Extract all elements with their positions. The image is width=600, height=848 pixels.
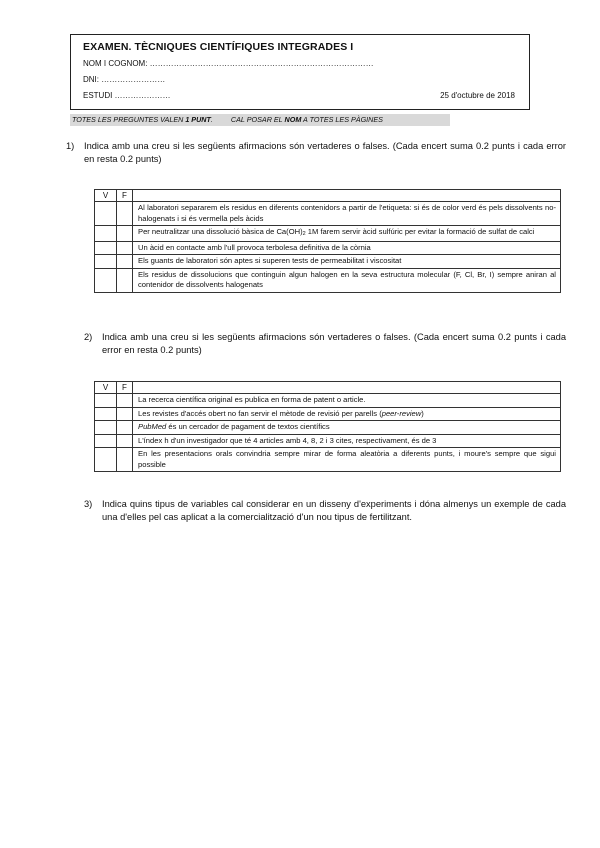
statement: En les presentacions orals convindria sempre mirar de forma aleatòria a diferents punts, i moure's sempre que sigui possible	[133, 448, 561, 472]
question-text: Indica amb una creu si les següents afirmacions són vertaderes o falses. (Cada encert suma 0.2 punts i cada error en resta 0.2 punts)	[102, 332, 566, 355]
statement	[133, 407, 561, 421]
question-number: 1)	[66, 141, 75, 151]
exam-date: 25 d'octubre de 2018	[440, 91, 515, 100]
table-row	[95, 434, 561, 448]
table-header-row	[95, 190, 561, 202]
true-checkbox[interactable]	[95, 255, 117, 269]
studies-field[interactable]: ESTUDI …………………	[83, 91, 171, 100]
notice-points: 1 PUNT	[185, 115, 211, 124]
notice-text: TOTES LES PREGUNTES VALEN	[72, 115, 186, 124]
statement: Els guants de laboratori són aptes si superen tests de permeabilitat i viscositat	[133, 255, 561, 269]
notice-text-3: A TOTES LES PÀGINES	[301, 115, 383, 124]
false-checkbox[interactable]	[117, 394, 133, 408]
false-checkbox[interactable]	[117, 202, 133, 226]
table-row	[95, 394, 561, 408]
table-row	[95, 255, 561, 269]
true-checkbox[interactable]	[95, 421, 117, 435]
true-checkbox[interactable]	[95, 448, 117, 472]
notice-text-2: CAL POSAR EL	[230, 115, 285, 124]
statement	[133, 226, 561, 242]
header-statement	[133, 190, 561, 202]
false-checkbox[interactable]	[117, 226, 133, 242]
question-3	[84, 498, 566, 524]
statement: Al laboratori separarem els residus en diferents contenidors a partir de l'etiqueta: si és de color verd és pels dissolvents no-halogenats i si és vermella pels àcids	[133, 202, 561, 226]
false-checkbox[interactable]	[117, 407, 133, 421]
statement: Els residus de dissolucions que continguin algun halogen en la seva estructura molecular (F, Cl, Br, I) sempre aniran al contenidor de dissolvents halogenats	[133, 268, 561, 292]
true-checkbox[interactable]	[95, 407, 117, 421]
question-1	[66, 140, 566, 166]
table-row	[95, 226, 561, 242]
notice-name: NOM	[284, 115, 302, 124]
true-checkbox[interactable]	[95, 268, 117, 292]
true-false-table-2	[94, 381, 561, 472]
subscript: 2	[302, 231, 306, 237]
header-statement	[133, 382, 561, 394]
question-text: Indica quins tipus de variables cal considerar en un disseny d'experiments i dóna almenys un exemple de cada una d'elles pel cas aplicat a la comercialització d'un nou tipus de fertilitzant.	[102, 499, 566, 522]
exam-title: EXAMEN. TÈCNIQUES CIENTÍFIQUES INTEGRADES I	[83, 41, 354, 53]
name-field[interactable]: NOM I COGNOM: …………………………………………………………………………	[83, 59, 374, 68]
false-checkbox[interactable]	[117, 255, 133, 269]
question-text: Indica amb una creu si les següents afirmacions són vertaderes o falses. (Cada encert suma 0.2 punts i cada error en resta 0.2 punts)	[84, 141, 566, 164]
statement-text: és un cercador de pagament de textos científics	[166, 422, 330, 431]
statement-text: )	[421, 408, 424, 418]
statement-text: Les revistes d'accés obert no fan servir el mètode de revisió per parells (	[138, 408, 382, 418]
question-2	[84, 331, 566, 357]
true-checkbox[interactable]	[95, 434, 117, 448]
statement	[133, 421, 561, 435]
statement-italic: PubMed	[138, 422, 167, 431]
header-true: V	[95, 190, 117, 202]
table-header-row	[95, 382, 561, 394]
exam-header-box	[70, 34, 530, 110]
instructions-banner	[70, 114, 450, 126]
header-false: F	[117, 382, 133, 394]
statement: L'índex h d'un investigador que té 4 articles amb 4, 8, 2 i 3 cites, respectivament, és de 3	[133, 434, 561, 448]
statement: Un àcid en contacte amb l'ull provoca terbolesa definitiva de la còrnia	[133, 241, 561, 255]
true-checkbox[interactable]	[95, 226, 117, 242]
true-checkbox[interactable]	[95, 394, 117, 408]
false-checkbox[interactable]	[117, 434, 133, 448]
notice-period: .	[210, 115, 213, 124]
statement-text: 1M farem servir àcid sulfúric per evitar la formació de sulfat de calci	[305, 227, 535, 236]
table-row	[95, 421, 561, 435]
studies-row	[83, 91, 529, 101]
false-checkbox[interactable]	[117, 421, 133, 435]
dni-field[interactable]: DNI: ……………………	[83, 75, 166, 84]
true-false-table-1	[94, 189, 561, 293]
statement-italic: peer-review	[381, 408, 422, 418]
question-number: 2)	[84, 332, 93, 342]
question-number: 3)	[84, 499, 93, 509]
table-row	[95, 407, 561, 421]
table-row	[95, 202, 561, 226]
false-checkbox[interactable]	[117, 268, 133, 292]
false-checkbox[interactable]	[117, 241, 133, 255]
true-checkbox[interactable]	[95, 202, 117, 226]
table-row	[95, 241, 561, 255]
table-row	[95, 268, 561, 292]
true-checkbox[interactable]	[95, 241, 117, 255]
header-false: F	[117, 190, 133, 202]
header-true: V	[95, 382, 117, 394]
false-checkbox[interactable]	[117, 448, 133, 472]
statement: La recerca científica original es publica en forma de patent o article.	[133, 394, 561, 408]
statement-text: Per neutralitzar una dissolució bàsica de Ca(OH)	[138, 227, 303, 236]
table-row	[95, 448, 561, 472]
